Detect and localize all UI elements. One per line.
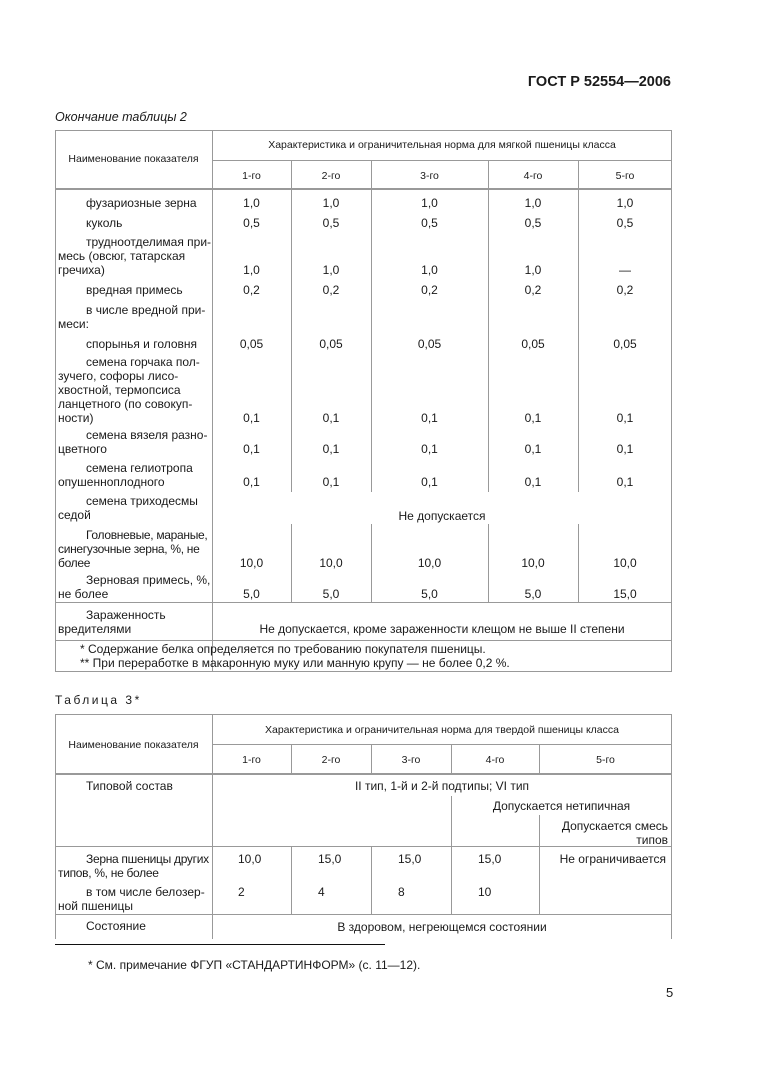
- table2-class-2: 2-го: [321, 170, 341, 182]
- table2-value-cell: 0,5: [322, 216, 340, 230]
- table2-value-cell: 1,0: [322, 263, 340, 277]
- table2-row-label: Зерновая примесь, %, не более: [58, 573, 211, 601]
- table2-value-cell: 5,0: [524, 587, 542, 601]
- table2-value-cell: 0,1: [616, 411, 634, 425]
- table2-class-5: 5-го: [615, 170, 635, 182]
- table2-value-cell: 1,0: [421, 196, 438, 210]
- table2-value-cell: 0,5: [421, 216, 438, 230]
- table3-value-cell: 8: [398, 885, 405, 899]
- table2-row-label: Головневые, мараные, синегузочные зерна, %, не более: [58, 528, 208, 570]
- table3-col-divider: [371, 846, 372, 914]
- table2-value-cell: 0,1: [421, 442, 438, 456]
- table3-row-divider: [55, 914, 672, 915]
- table3-merged-condition: В здоровом, негреющемся состоянии: [337, 920, 547, 934]
- table2-value-cell: 0,5: [524, 216, 542, 230]
- table2-value-cell: 0,1: [243, 475, 260, 489]
- table2-value-cell: 1,0: [616, 196, 634, 210]
- table2-value-cell: 10,0: [521, 556, 545, 570]
- table2-header-name: Наименование показателя: [68, 153, 199, 165]
- table3-name-divider: [212, 714, 213, 939]
- table2-class-3: 3-го: [420, 170, 439, 182]
- table2-value-cell: 0,05: [417, 337, 442, 351]
- table3-type-span-4-5: Допускается нетипичная: [492, 799, 631, 813]
- table2-merged-infestation: Не допускается, кроме зараженности клещом не выше II степени: [259, 622, 625, 636]
- table2-value-cell: 0,1: [421, 411, 438, 425]
- table2-value-cell: 0,1: [524, 442, 542, 456]
- table2-value-cell: 1,0: [524, 196, 542, 210]
- table2-value-cell: 0,05: [319, 337, 343, 351]
- table2-header-bottom: [55, 188, 672, 190]
- footnote: * См. примечание ФГУП «СТАНДАРТИНФОРМ» (с. 11—12).: [88, 958, 421, 972]
- table2-row-label: семена вязеля разно- цветного: [58, 428, 208, 456]
- table2-value-cell: 0,5: [243, 216, 260, 230]
- footnote-rule: [55, 944, 385, 945]
- table3-row-label: Состояние: [86, 919, 146, 933]
- table2-row-label: трудноотделимая при- месь (овсюг, татарская гречиха): [58, 235, 212, 277]
- page-number: 5: [666, 985, 674, 1000]
- table2-value-cell: —: [619, 263, 631, 277]
- table2-value-cell: 1,0: [421, 263, 438, 277]
- table3-header-name: Наименование показателя: [68, 739, 199, 751]
- table2-row-label: вредная примесь: [86, 283, 183, 297]
- table2-note-1: * Содержание белка определяется по требованию покупателя пшеницы.: [80, 642, 486, 656]
- table3-class-5: 5-го: [596, 754, 615, 766]
- table2-row-label: Зараженность вредителями: [58, 608, 166, 636]
- table3-row-label: Зерна пшеницы других типов, %, не более: [58, 852, 209, 880]
- table3-value-cell: 15,0: [478, 852, 502, 866]
- table2-value-cell: 0,1: [243, 411, 260, 425]
- table2-value-cell: 5,0: [322, 587, 340, 601]
- table3-class-2: 2-го: [321, 754, 341, 766]
- table3-value-cell: 2: [238, 885, 245, 899]
- table2-value-cell: 1,0: [524, 263, 542, 277]
- table2-class-1: 1-го: [242, 170, 261, 182]
- table2-value-cell: 1,0: [243, 196, 260, 210]
- table2-value-cell: 0,1: [322, 442, 340, 456]
- table2-row-label: в числе вредной при- меси:: [58, 303, 206, 331]
- table3-class-1: 1-го: [242, 754, 261, 766]
- table3-col-divider: [451, 846, 452, 914]
- table2-note-2: ** При переработке в макаронную муку или манную крупу — не более 0,2 %.: [80, 656, 510, 670]
- table3-type-span-all: II тип, 1-й и 2-й подтипы; VI тип: [354, 779, 530, 793]
- table3-value-cell: 15,0: [318, 852, 342, 866]
- table2-value-cell: 0,1: [524, 475, 542, 489]
- table2-value-cell: 0,1: [243, 442, 260, 456]
- table3-header-divider: [212, 744, 672, 745]
- table2-value-cell: 0,2: [616, 283, 634, 297]
- table3-class-4: 4-го: [485, 754, 505, 766]
- table2-value-cell: 10,0: [417, 556, 442, 570]
- table2-value-cell: 10,0: [319, 556, 343, 570]
- table2-header-divider: [212, 160, 672, 161]
- table2-row-label: куколь: [86, 216, 123, 230]
- table2-value-cell: 5,0: [243, 587, 260, 601]
- table2-row-label: фузариозные зерна: [86, 196, 197, 210]
- table2-row-label: семена горчака пол- зучего, софоры лисо- хвостной, термопсиса ланцетного (по совокуп- ности): [58, 355, 200, 425]
- table2-value-cell: 0,05: [521, 337, 545, 351]
- table2-value-cell: 0,1: [524, 411, 542, 425]
- table2-value-cell: 0,2: [243, 283, 260, 297]
- table2-value-cell: 10,0: [239, 556, 264, 570]
- table3-header-bottom: [55, 773, 672, 775]
- table3-col-divider: [291, 846, 292, 914]
- table2-value-cell: 0,2: [524, 283, 542, 297]
- table2-value-cell: 0,1: [616, 442, 634, 456]
- table2-value-cell: 0,2: [322, 283, 340, 297]
- table2-value-cell: 0,1: [421, 475, 438, 489]
- table3-value-cell: 4: [318, 885, 325, 899]
- table2-value-cell: 0,2: [421, 283, 438, 297]
- table2-value-cell: 0,1: [616, 475, 634, 489]
- table2-value-cell: 15,0: [613, 587, 637, 601]
- table2-notes-divider: [55, 640, 672, 641]
- table3-type-span-5: Допускается смесь типов: [561, 819, 668, 847]
- table2-value-cell: 1,0: [243, 263, 260, 277]
- table3-col-divider: [539, 815, 540, 846]
- table2-continuation-label: Окончание таблицы 2: [55, 110, 187, 124]
- table3-class-3: 3-го: [401, 754, 421, 766]
- table2-row-divider: [55, 602, 672, 603]
- standard-number: ГОСТ Р 52554—2006: [527, 74, 671, 90]
- table2-row-label: спорынья и головня: [86, 337, 198, 351]
- table2-row-label: семена триходесмы седой: [58, 494, 198, 522]
- table2-value-cell: 0,5: [616, 216, 634, 230]
- table3-value-cell: 10,0: [238, 852, 262, 866]
- table2-value-cell: 0,1: [322, 475, 340, 489]
- table2-value-cell: 0,1: [322, 411, 340, 425]
- table3-value-cell: 15,0: [398, 852, 422, 866]
- table2-merged-not-allowed: Не допускается: [398, 509, 486, 523]
- table2-header-group: Характеристика и ограничительная норма для мягкой пшеницы класса: [268, 139, 616, 151]
- table3-value-cell: 10: [478, 885, 492, 899]
- table2-value-cell: 0,05: [613, 337, 637, 351]
- table2-class-4: 4-го: [523, 170, 543, 182]
- table3-value-cell: Не ограничивается: [559, 852, 666, 866]
- table3-row-label: в том числе белозер- ной пшеницы: [58, 885, 205, 913]
- table2-row-label: семена гелиотропа опушенноплодного: [58, 461, 193, 489]
- table2-value-cell: 0,05: [239, 337, 264, 351]
- table2-value-cell: 1,0: [322, 196, 340, 210]
- table2-value-cell: 5,0: [421, 587, 438, 601]
- table2-value-cell: 10,0: [613, 556, 637, 570]
- table3-row-label: Типовой состав: [86, 779, 173, 793]
- table3-title: Таблица 3*: [55, 693, 140, 707]
- table3-header-group: Характеристика и ограничительная норма для твердой пшеницы класса: [264, 724, 619, 736]
